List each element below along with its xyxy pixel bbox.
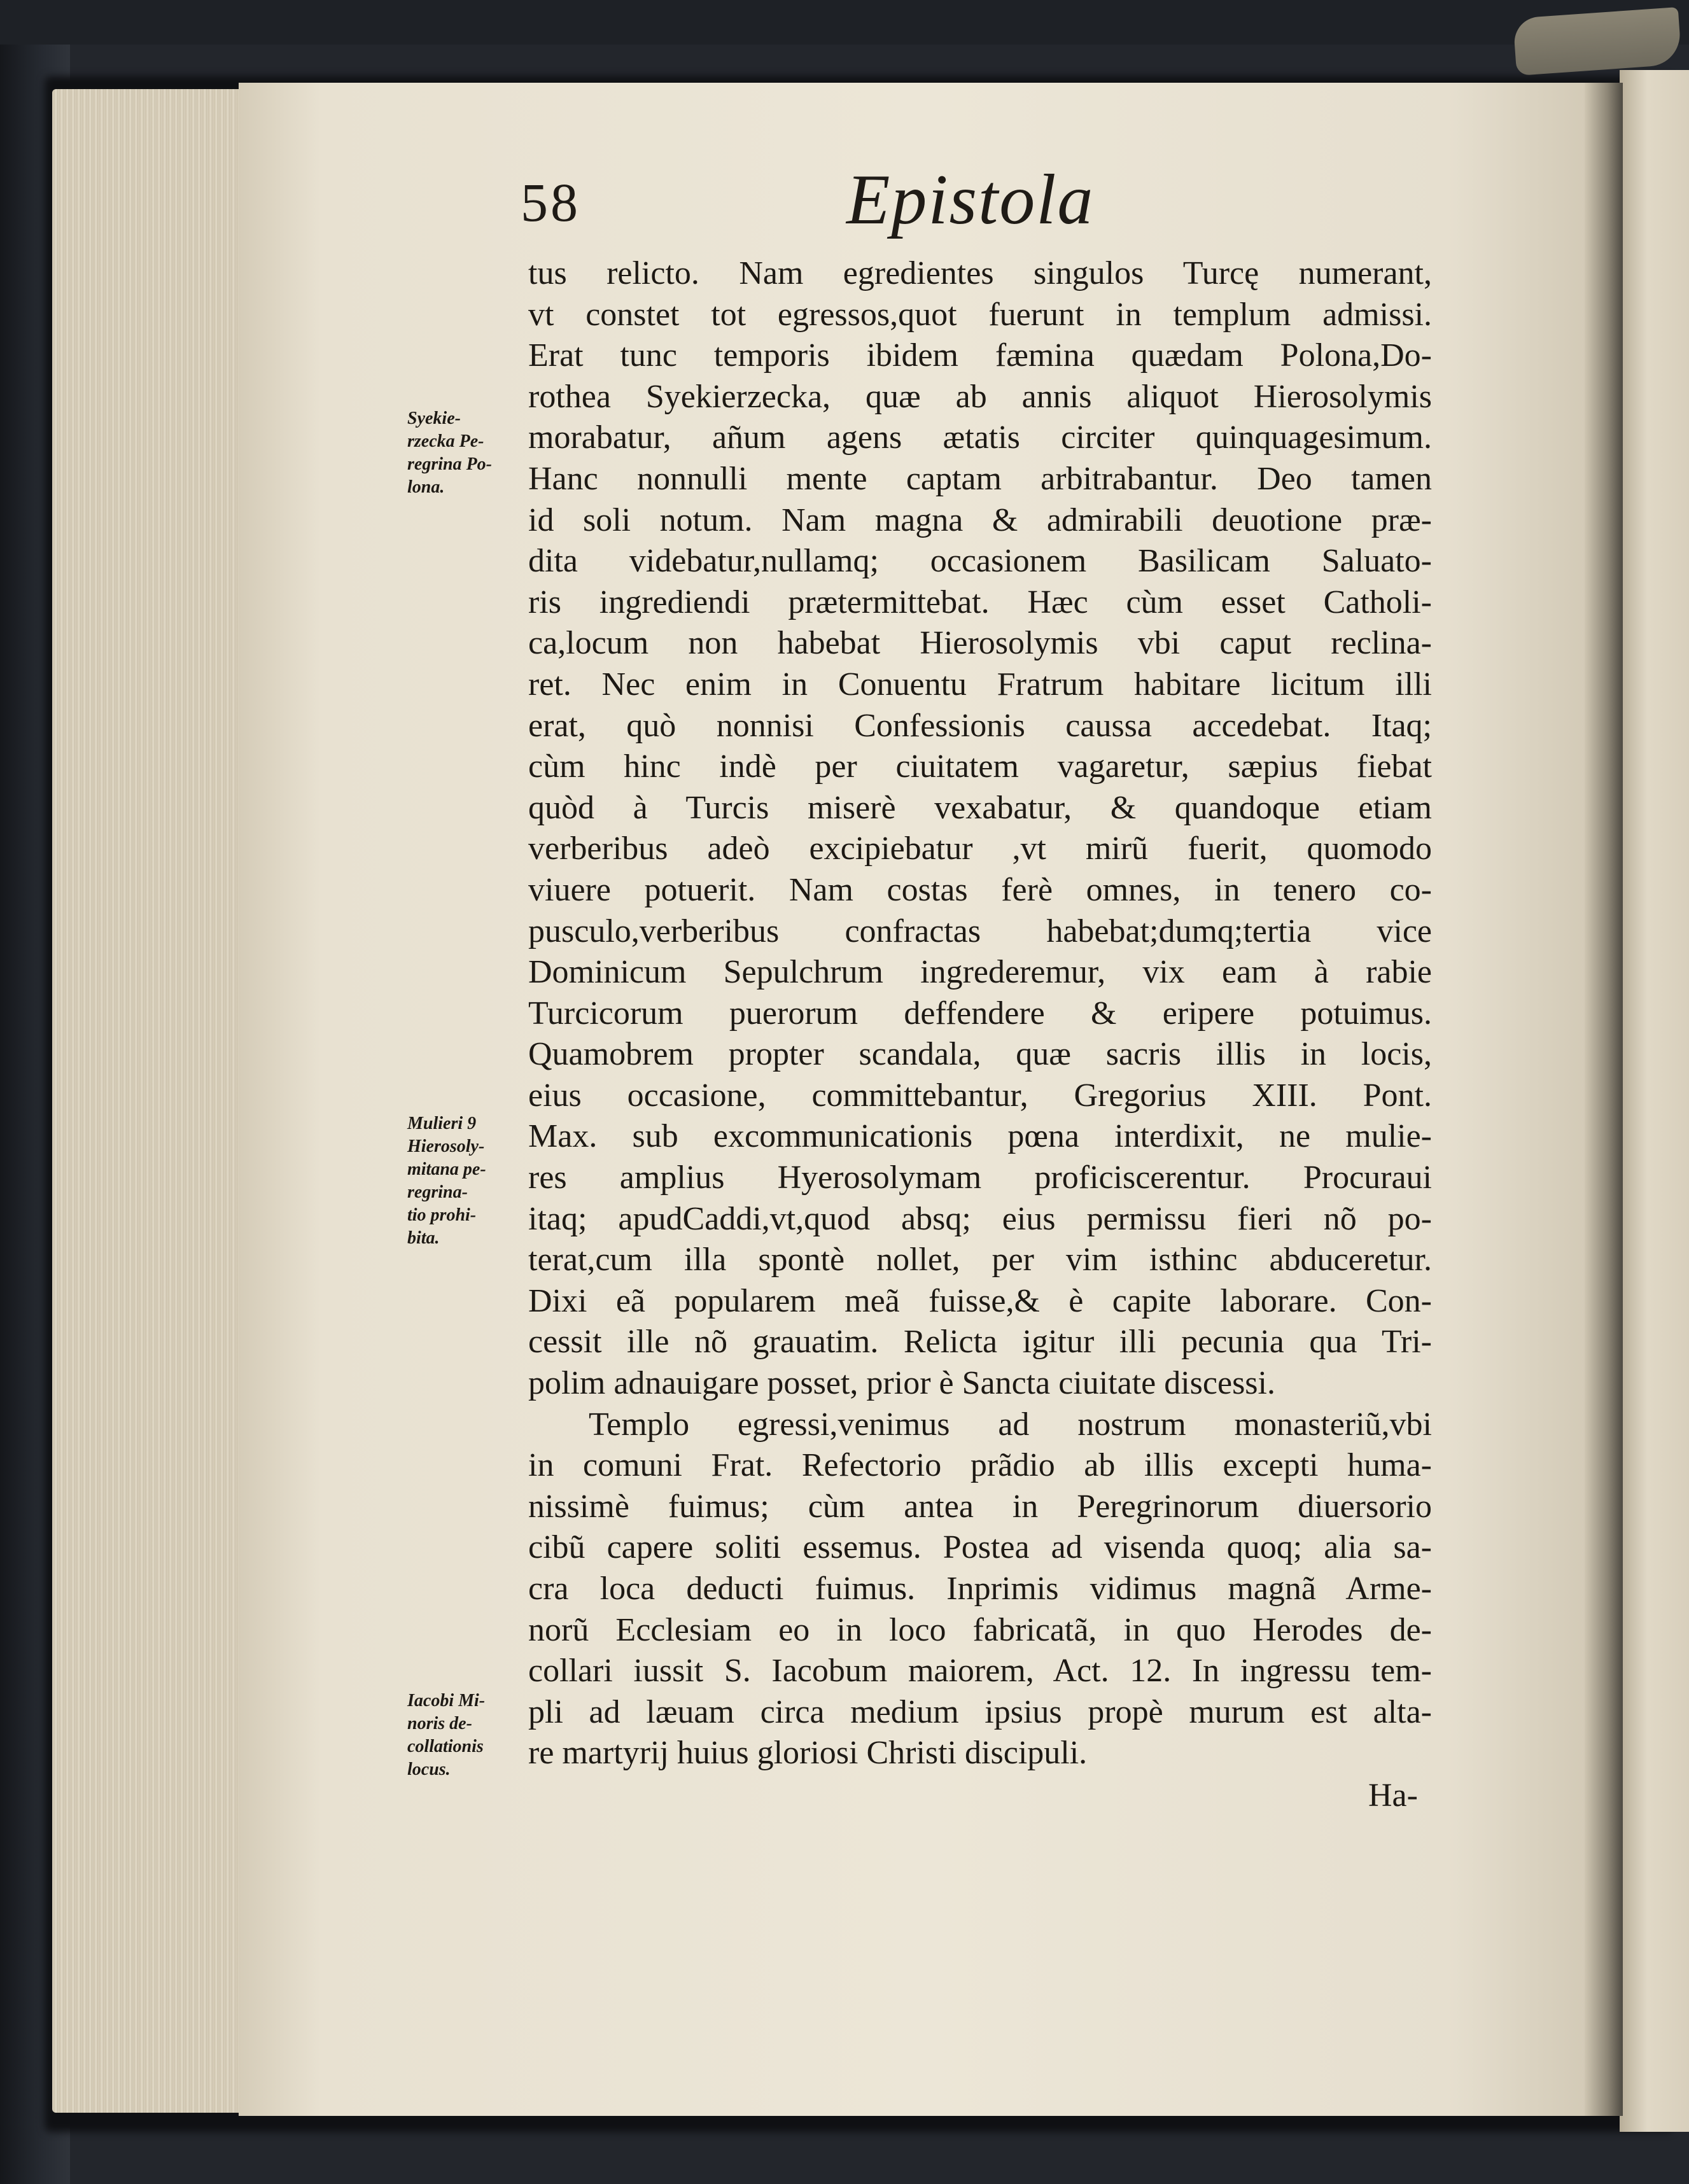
margin-note-line: regrina Po- xyxy=(407,454,492,474)
facing-page-edge xyxy=(1620,70,1689,2132)
text-line: verberibus adeò excipiebatur ,vt mirũ fuerit, quomodo xyxy=(528,830,1432,867)
text-line: vt constet tot egressos,quot fuerunt in templum admissi. xyxy=(528,296,1432,333)
margin-note-line: Mulieri 9 xyxy=(407,1114,477,1133)
text-line: dita videbatur,nullamq; occasionem Basilicam Saluato- xyxy=(528,543,1432,580)
margin-note-line: lona. xyxy=(407,477,445,497)
text-line: in comuni Frat. Refectorio prãdio ab illis excepti huma- xyxy=(528,1447,1432,1484)
paragraph-start-line: Templo egressi,venimus ad nostrum monasteriũ,vbi xyxy=(589,1406,1432,1443)
page-stack-edges xyxy=(52,89,243,2113)
text-line: pli ad læuam circa medium ipsius propè murum est alta- xyxy=(528,1693,1432,1730)
margin-note-line: bita. xyxy=(407,1228,440,1248)
margin-note-line: rzecka Pe- xyxy=(407,431,484,451)
text-line: quòd à Turcis miserè vexabatur, & quandoque etiam xyxy=(528,789,1432,826)
text-line: re martyrij huius gloriosi Christi discipuli. xyxy=(528,1735,1088,1772)
text-line: cibũ capere soliti essemus. Postea ad visenda quoq; alia sa- xyxy=(528,1529,1432,1566)
margin-note-line: collationis xyxy=(407,1737,484,1756)
margin-note-pilgrimage-prohibited xyxy=(407,1112,528,1250)
text-line: Dixi eã popularem meã fuisse,& è capite laborare. Con- xyxy=(528,1282,1432,1319)
margin-note-line: noris de- xyxy=(407,1714,472,1733)
text-line: cra loca deducti fuimus. Inprimis vidimus magnã Arme- xyxy=(528,1571,1432,1607)
text-line: id soli notum. Nam magna & admirabili deuotione præ- xyxy=(528,501,1432,538)
text-line: Erat tunc temporis ibidem fæmina quædam Polona,Do- xyxy=(528,337,1432,374)
text-line: rothea Syekierzecka, quæ ab annis aliquot Hierosolymis xyxy=(528,378,1432,415)
margin-note-line: mitana pe- xyxy=(407,1159,486,1179)
margin-note-line: tio prohi- xyxy=(407,1205,477,1225)
margin-note-line: locus. xyxy=(407,1760,451,1779)
text-line: ris ingrediendi prætermittebat. Hæc cùm esset Catholi- xyxy=(528,584,1432,620)
text-line: cùm hinc indè per ciuitatem vagaretur, sæpius fiebat xyxy=(528,748,1432,785)
page-number: 58 xyxy=(521,172,580,233)
text-line: Dominicum Sepulchrum ingrederemur, vix eam à rabie xyxy=(528,954,1432,991)
text-line: res amplius Hyerosolymam proficiscerentur. Procuraui xyxy=(528,1159,1432,1196)
text-line: erat, quò nonnisi Confessionis caussa accedebat. Itaq; xyxy=(528,707,1432,744)
text-line: pusculo,verberibus confractas habebat;dumq;tertia vice xyxy=(528,913,1432,949)
margin-note-line: Hierosoly- xyxy=(407,1137,485,1156)
text-line: viuere potuerit. Nam costas ferè omnes, in tenero co- xyxy=(528,871,1432,908)
catchword: Ha- xyxy=(1368,1777,1418,1814)
text-line: ca,locum non habebat Hierosolymis vbi caput reclina- xyxy=(528,625,1432,662)
text-line: Turcicorum puerorum deffendere & eripere potuimus. xyxy=(528,995,1432,1032)
margin-note-iacobus xyxy=(407,1690,528,1781)
margin-note-line: Syekie- xyxy=(407,409,461,428)
text-line: cessit ille nõ grauatim. Relicta igitur illi pecunia qua Tri- xyxy=(528,1324,1432,1361)
margin-note-line: Iacobi Mi- xyxy=(407,1691,486,1711)
text-line: eius occasione, committebantur, Gregorius XIII. Pont. xyxy=(528,1077,1432,1114)
backdrop-top xyxy=(0,0,1689,45)
text-line: Max. sub excommunicationis pœna interdixit, ne mulie- xyxy=(528,1118,1432,1155)
text-line: Quamobrem propter scandala, quæ sacris illis in locis, xyxy=(528,1036,1432,1073)
page-gutter xyxy=(1585,83,1623,2116)
text-line: ret. Nec enim in Conuentu Fratrum habitare licitum illi xyxy=(528,666,1432,703)
text-line: polim adnauigare posset, prior è Sancta ciuitate discessi. xyxy=(528,1365,1275,1402)
margin-note-syekierzecka xyxy=(407,407,528,499)
text-line: tus relicto. Nam egredientes singulos Turcę numerant, xyxy=(528,255,1432,291)
text-line: morabatur, añum agens ætatis circiter quinquagesimum. xyxy=(528,419,1432,456)
text-line: itaq; apudCaddi,vt,quod absq; eius permissu fieri nõ po- xyxy=(528,1200,1432,1237)
text-line: norũ Ecclesiam eo in loco fabricatã, in quo Herodes de- xyxy=(528,1611,1432,1648)
text-line: nissimè fuimus; cùm antea in Peregrinorum diuersorio xyxy=(528,1488,1432,1525)
text-line: Hanc nonnulli mente captam arbitrabantur. Deo tamen xyxy=(528,460,1432,497)
text-line: collari iussit S. Iacobum maiorem, Act. 12. In ingressu tem- xyxy=(528,1653,1432,1690)
running-title: Epistola xyxy=(846,160,1095,239)
margin-note-line: regrina- xyxy=(407,1182,468,1202)
body-text xyxy=(528,253,1432,1774)
text-line: terat,cum illa spontè nollet, per vim isthinc abduceretur. xyxy=(528,1242,1432,1278)
bookmark-ribbon xyxy=(1513,7,1682,76)
